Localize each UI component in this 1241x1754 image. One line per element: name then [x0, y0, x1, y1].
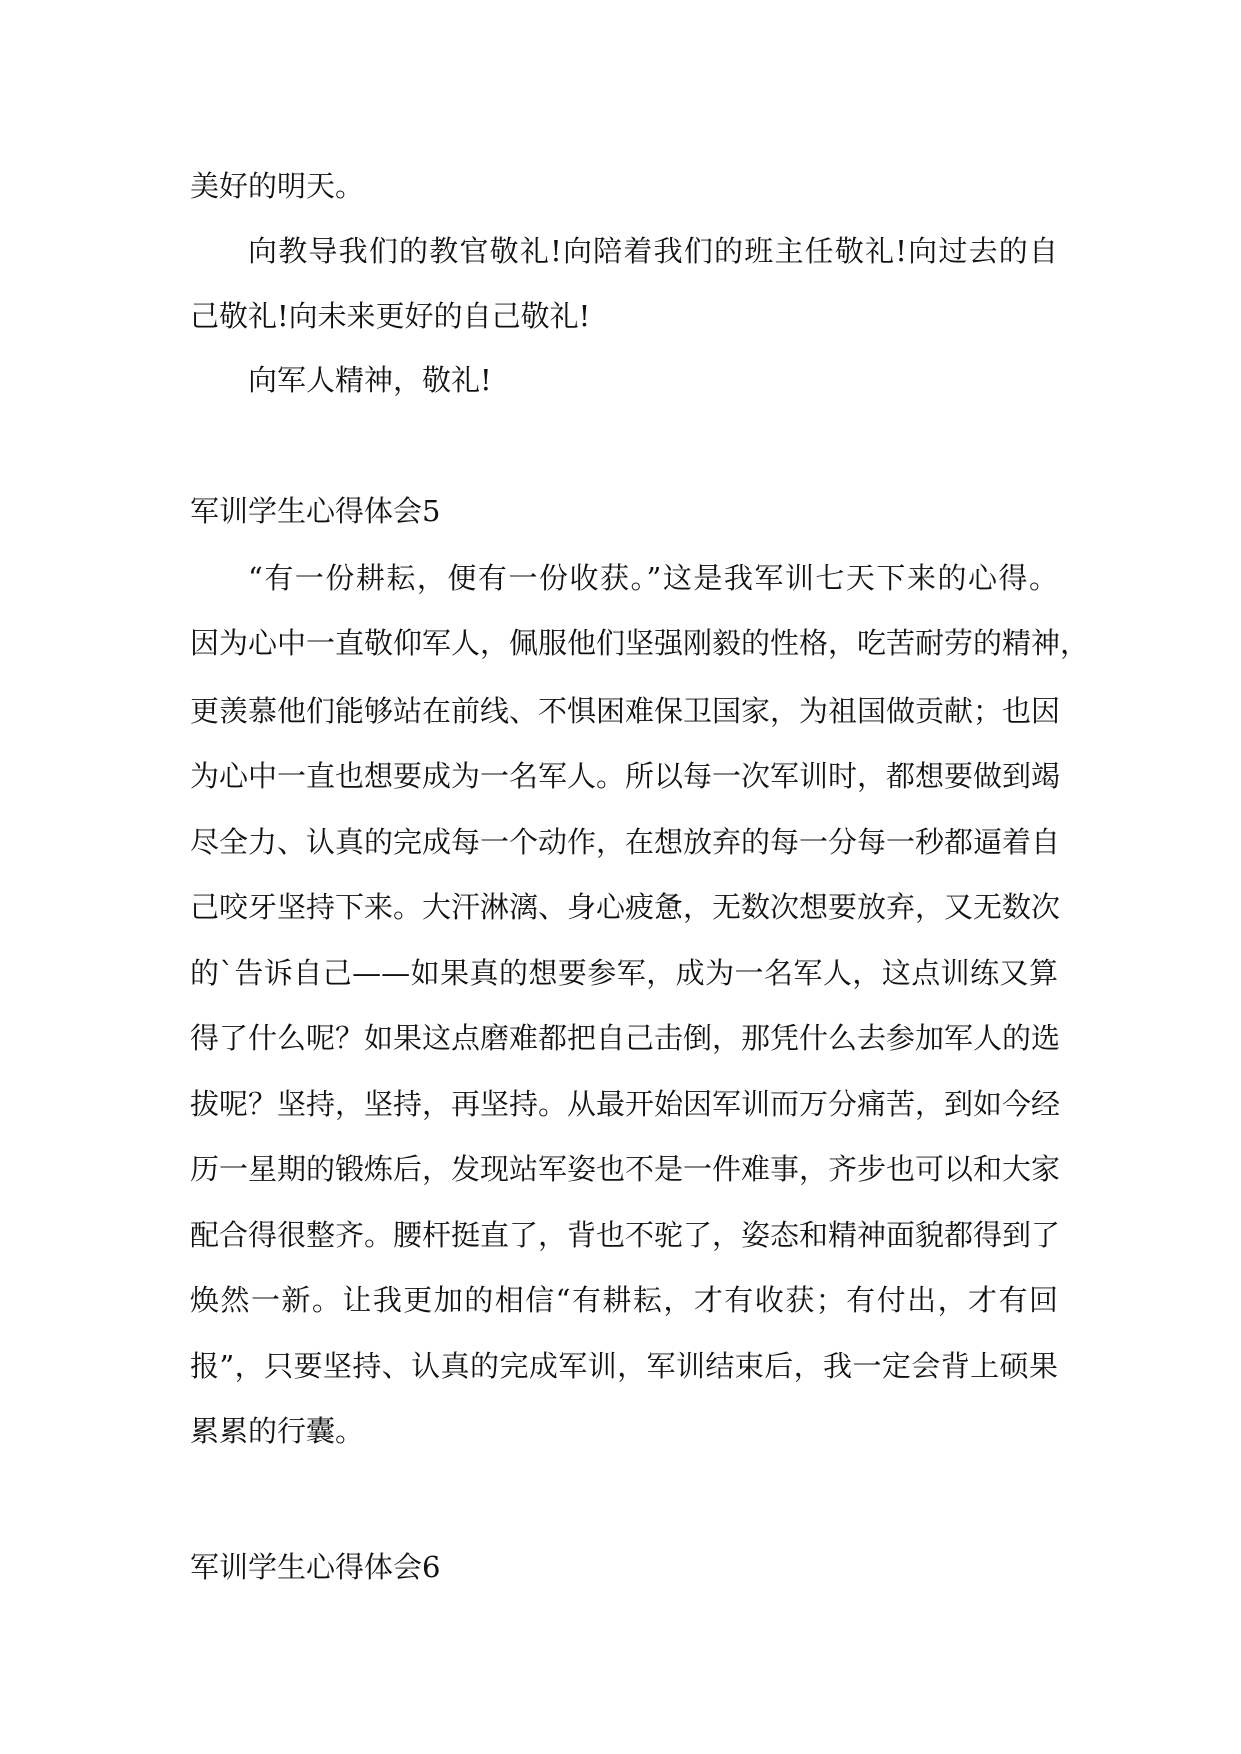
text-line: 拔呢？坚持，坚持，再坚持。从最开始因军训而万分痛苦，到如今经	[190, 1087, 1061, 1121]
text-line: 尽全力、认真的完成每一个动作，在想放弃的每一分每一秒都逼着自	[190, 825, 1061, 859]
section-heading: 军训学生心得体会5	[190, 494, 441, 528]
text-line: 己咬牙坚持下来。大汗淋漓、身心疲惫，无数次想要放弃，又无数次	[190, 890, 1061, 924]
text-line: “有一份耕耘，便有一份收获。”这是我军训七天下来的心得。	[248, 561, 1058, 595]
text-line: 己敬礼!向未来更好的自己敬礼!	[190, 299, 591, 333]
section-heading: 军训学生心得体会6	[190, 1550, 441, 1584]
text-line: 焕然一新。让我更加的相信“有耕耘，才有收获；有付出，才有回	[190, 1283, 1058, 1317]
text-line: 美好的明天。	[190, 169, 365, 203]
text-line: 的`告诉自己——如果真的想要参军，成为一名军人，这点训练又算	[190, 956, 1058, 990]
text-line: 累累的行囊。	[190, 1414, 365, 1448]
text-line: 历一星期的锻炼后，发现站军姿也不是一件难事，齐步也可以和大家	[190, 1152, 1061, 1186]
text-line: 向教导我们的教官敬礼!向陪着我们的班主任敬礼!向过去的自	[248, 234, 1058, 268]
text-line: 得了什么呢？如果这点磨难都把自己击倒，那凭什么去参加军人的选	[190, 1021, 1061, 1055]
text-line: 更羡慕他们能够站在前线、不惧困难保卫国家，为祖国做贡献；也因	[190, 694, 1061, 728]
text-line: 为心中一直也想要成为一名军人。所以每一次军训时，都想要做到竭	[190, 759, 1061, 793]
text-line: 向军人精神，敬礼!	[248, 363, 492, 397]
text-line: 因为心中一直敬仰军人，佩服他们坚强刚毅的性格，吃苦耐劳的精神，	[190, 626, 1090, 660]
text-line: 配合得很整齐。腰杆挺直了，背也不驼了，姿态和精神面貌都得到了	[190, 1218, 1061, 1252]
text-line: 报”，只要坚持、认真的完成军训，军训结束后，我一定会背上硕果	[190, 1349, 1058, 1383]
